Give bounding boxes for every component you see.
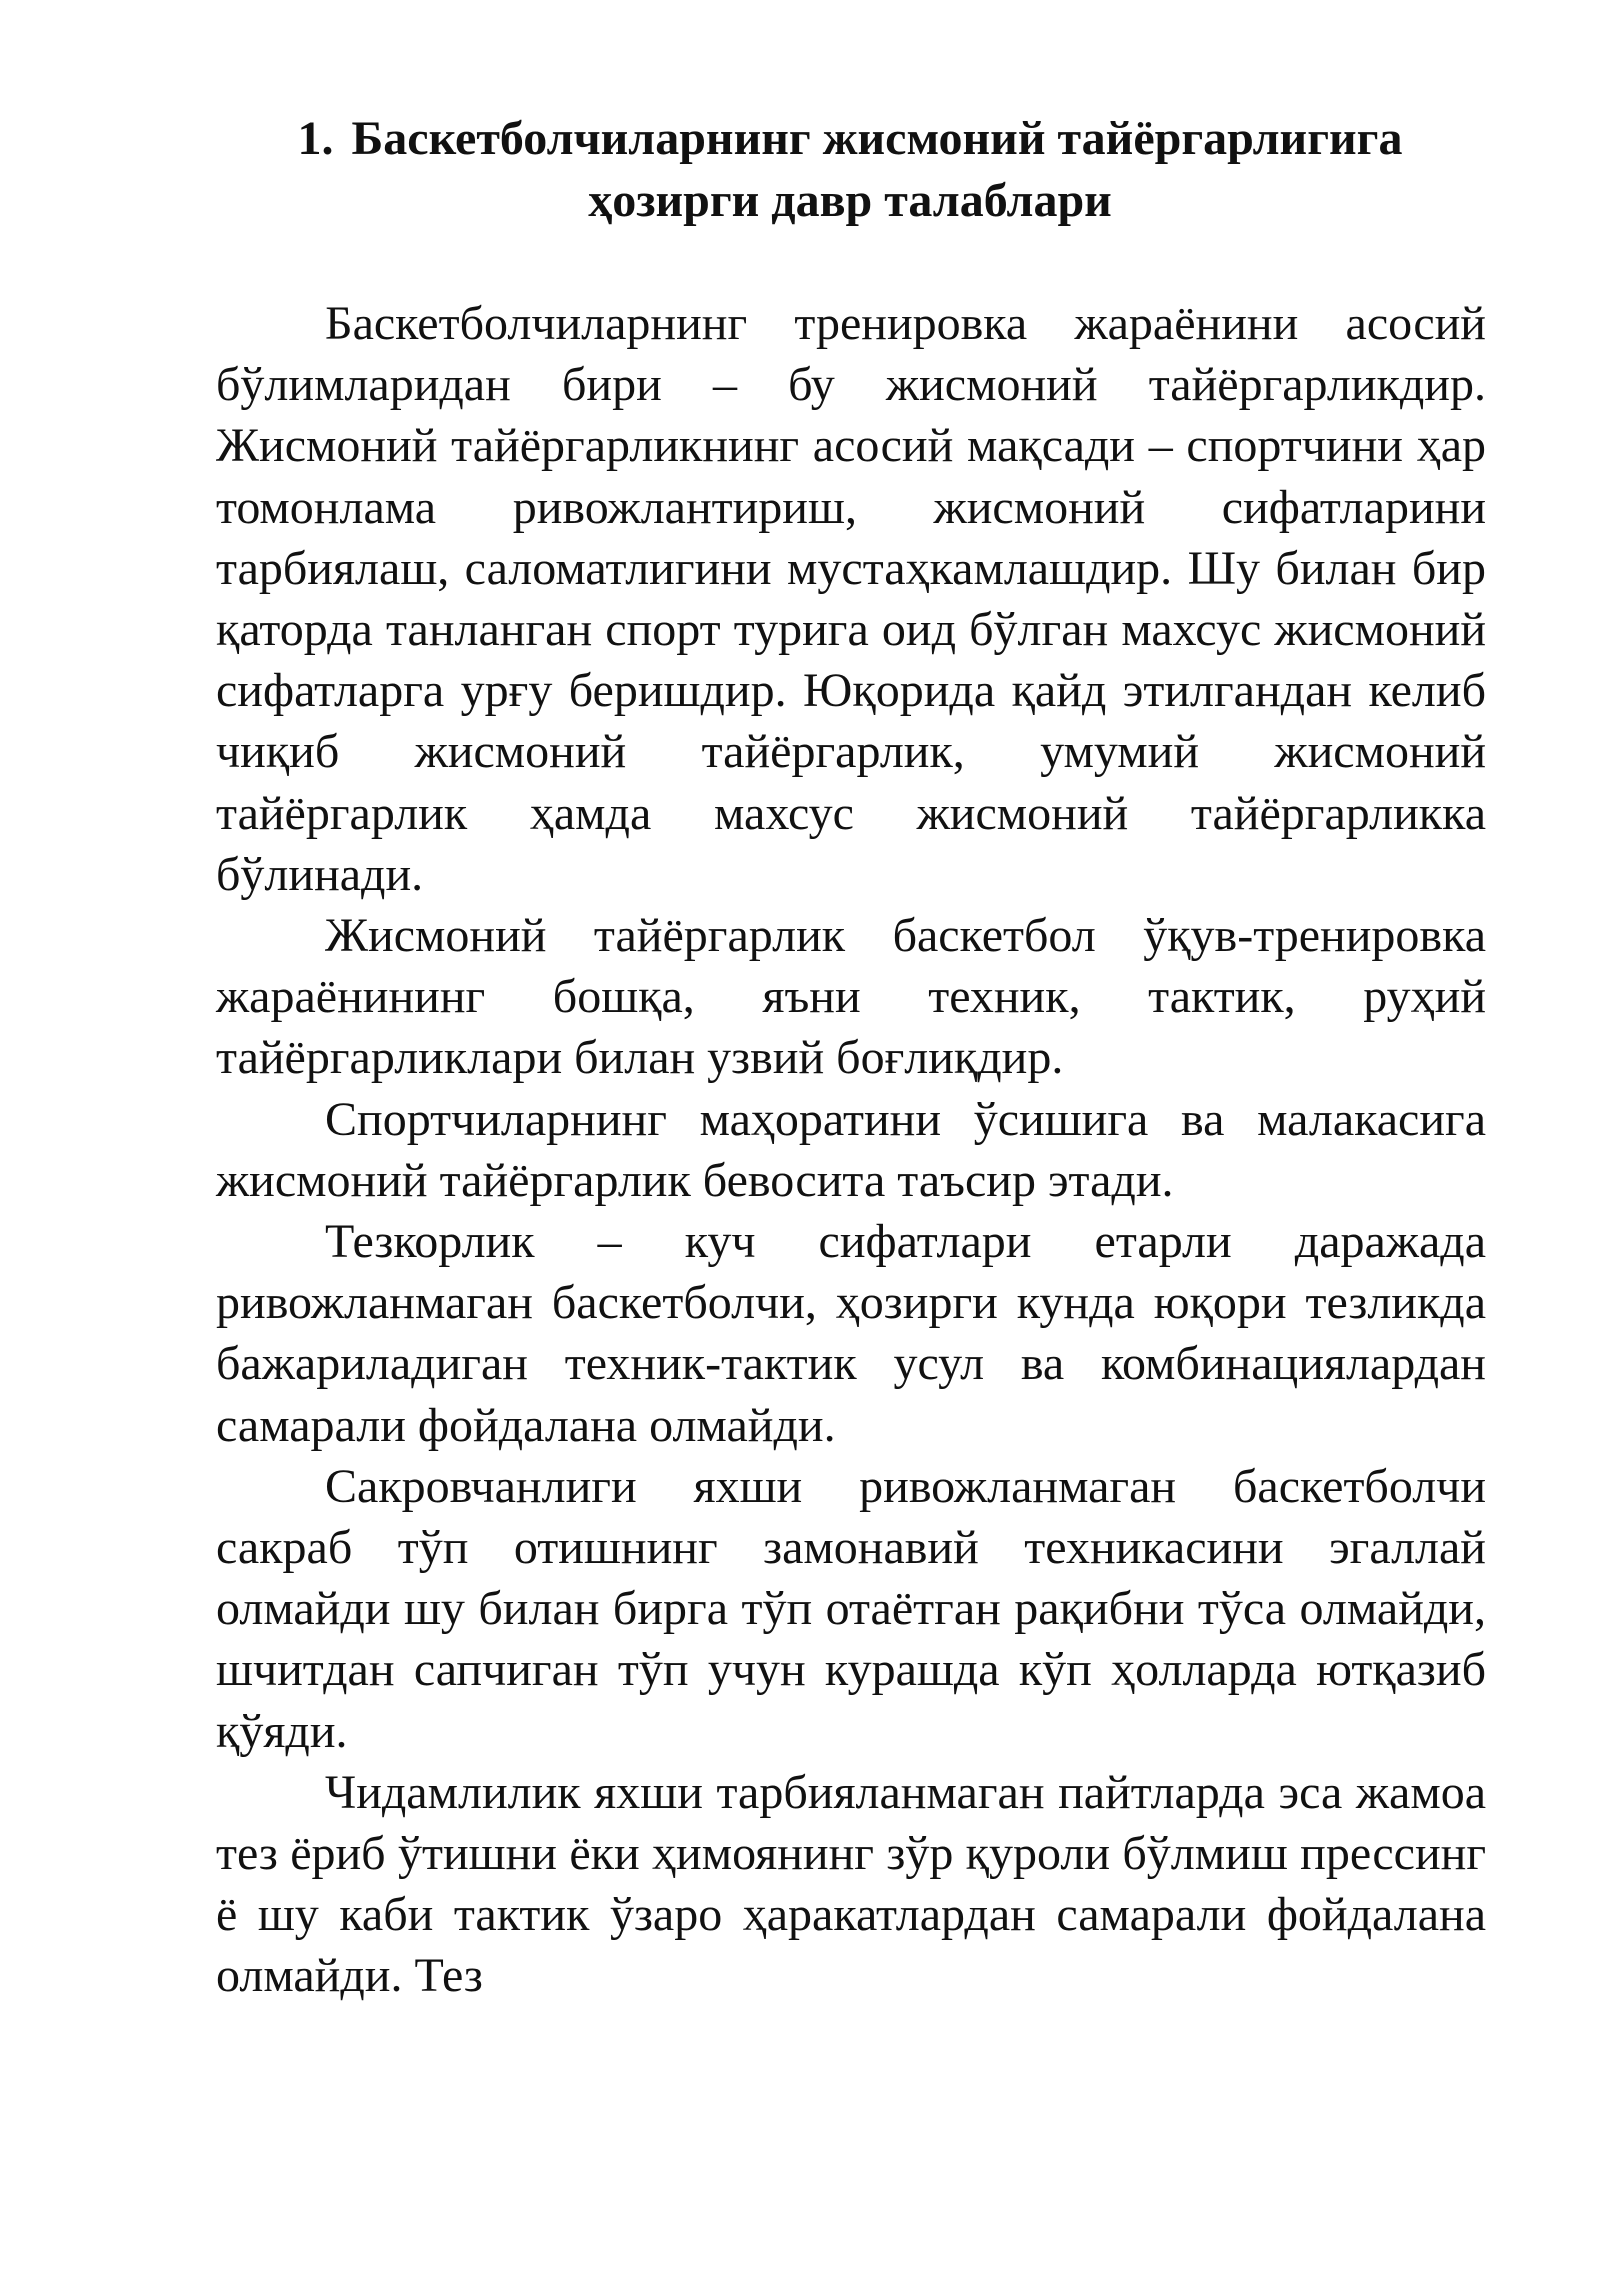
section-heading bbox=[215, 108, 1485, 232]
paragraph: Сакровчанлиги яхши ривожланмаган баскетболчи сакраб тўп отишнинг замонавий техникасини эгаллай олмайди шу билан бирга тўп отаётган рақибни тўса олмайди, шчитдан сапчиган тўп учун курашда кўп ҳолларда ютқазиб қўяди. bbox=[216, 1459, 1486, 1758]
paragraph: Чидамлилик яхши тарбияланмаган пайтларда эса жамоа тез ёриб ўтишни ёки ҳимоянинг зўр қуроли бўлмиш прессинг ё шу каби тактик ўзаро ҳаракатлардан самарали фойдалана олмайди. Тез bbox=[216, 1765, 1486, 2003]
paragraph: Спортчиларнинг маҳоратини ўсишига ва малакасига жисмоний тайёргарлик бевосита таъсир этади. bbox=[216, 1092, 1486, 1207]
paragraph: Жисмоний тайёргарлик баскетбол ўқув-тренировка жараёнининг бошқа, яъни техник, тактик, руҳий тайёргарликлари билан узвий боғлиқдир. bbox=[216, 909, 1486, 1085]
section-title-line2: ҳозирги давр талаблари bbox=[588, 174, 1112, 227]
paragraph: Баскетболчиларнинг тренировка жараёнини асосий бўлимларидан бири – бу жисмоний тайёргарликдир. Жисмоний тайёргарликнинг асосий мақсади – спортчини ҳар томонлама ривожлантириш, жисмоний сифатларини тарбиялаш, саломатлигини мустаҳкамлашдир. Шу билан бир қаторда танланган спорт турига оид бўлган махсус жисмоний сифатларга урғу беришдир. Юқорида қайд этилгандан келиб чиқиб жисмоний тайёргарлик, умумий жисмоний тайёргарлик ҳамда махсус жисмоний тайёргарликка бўлинади. bbox=[216, 297, 1486, 901]
section-number: 1. bbox=[297, 112, 334, 165]
paragraph: Тезкорлик – куч сифатлари етарли даражада ривожланмаган баскетболчи, ҳозирги кунда юқори тезликда бажариладиган техник-тактик усул ва комбинациялардан самарали фойдалана олмайди. bbox=[216, 1215, 1486, 1452]
section-title-line1: Баскетболчиларнинг жисмоний тайёргарлигига bbox=[351, 112, 1403, 165]
body-text bbox=[216, 293, 1486, 2007]
